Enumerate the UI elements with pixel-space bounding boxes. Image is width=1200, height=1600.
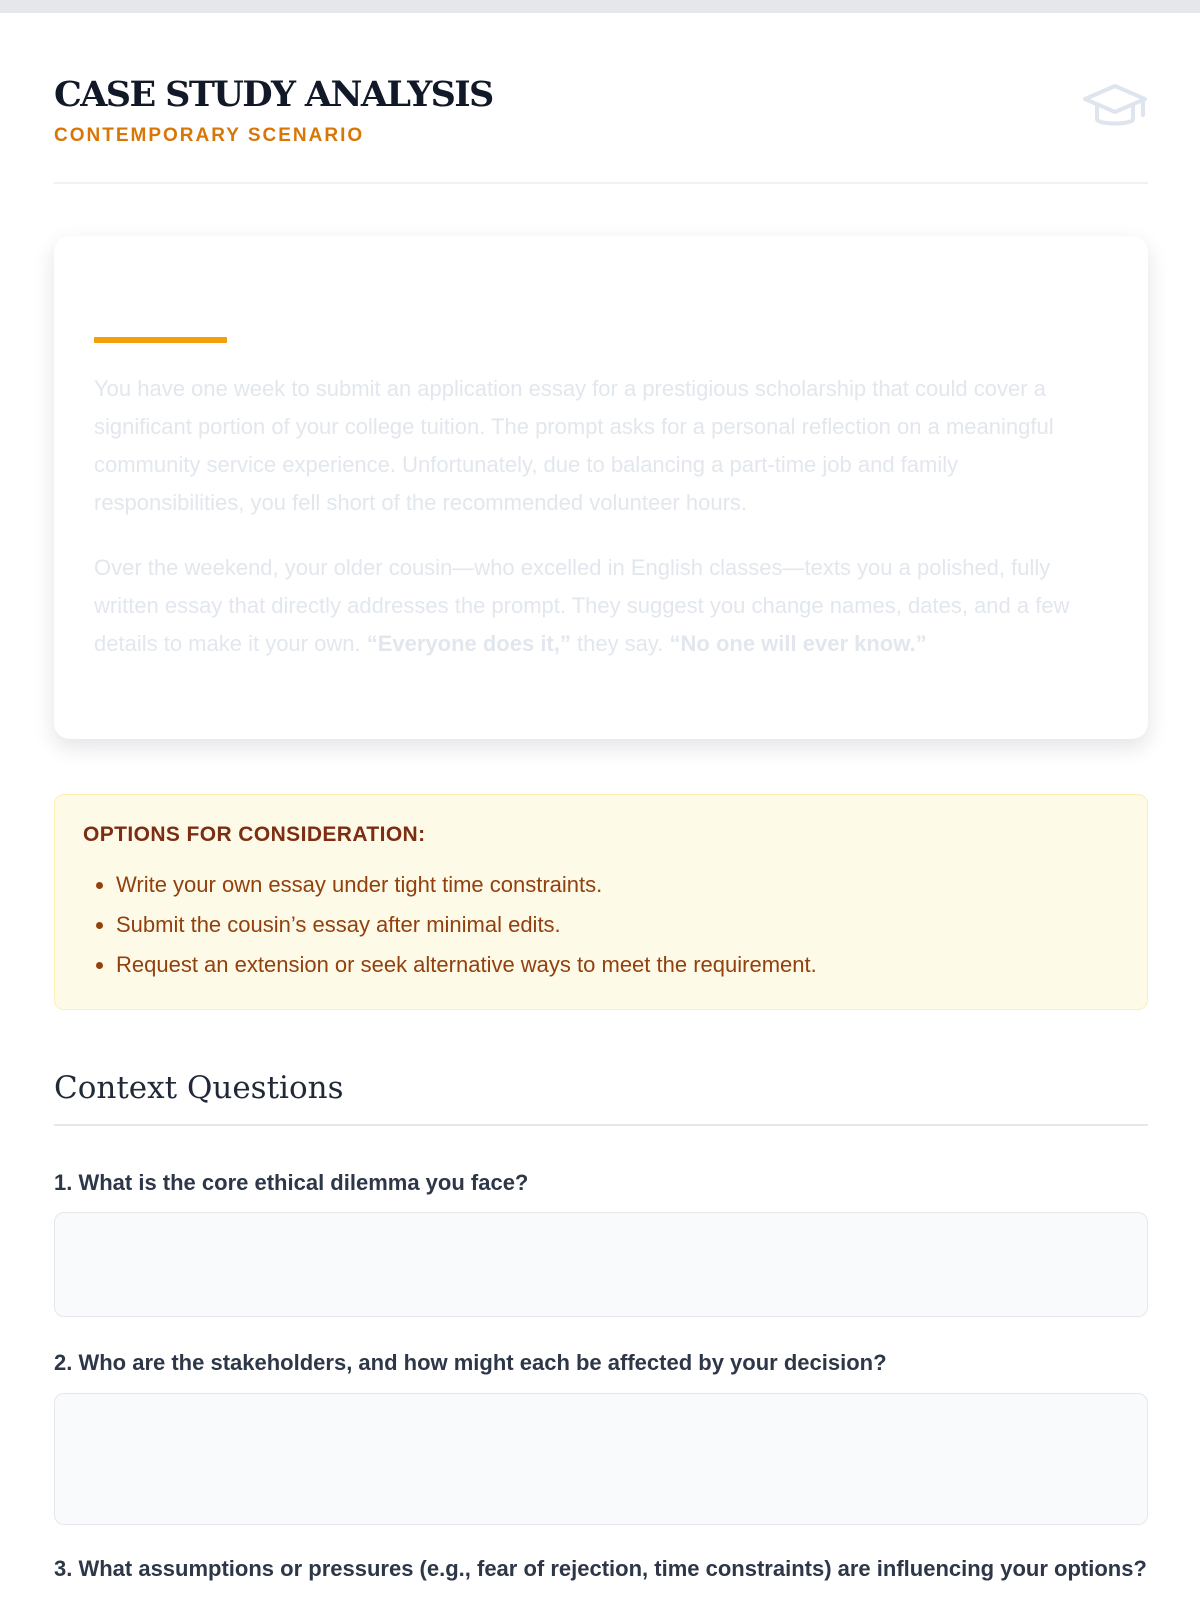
option-item: • Submit the cousin’s essay after minimal edits. — [116, 905, 817, 945]
scenario-text — [94, 370, 1104, 690]
question-label: 3. What assumptions or pressures (e.g., fear of rejection, time constraints) are influencing your options? — [54, 1556, 1147, 1581]
question-label: 2. Who are the stakeholders, and how might each be affected by your decision? — [54, 1350, 887, 1375]
options-heading: OPTIONS FOR CONSIDERATION: — [83, 823, 426, 846]
scenario-paragraph — [94, 549, 1104, 663]
cousin-quote: “No one will ever know.” — [669, 631, 927, 656]
top-bar — [0, 0, 1200, 13]
answer-field[interactable] — [54, 1393, 1148, 1525]
graduation-cap-icon — [1082, 82, 1148, 132]
options-list — [83, 865, 817, 985]
page-title: CASE STUDY ANALYSIS — [54, 74, 493, 115]
scenario-paragraph: You have one week to submit an application essay for a prestigious scholarship that could cover a significant portion of your college tuition. The prompt asks for a personal reflection on a meaningful community service experience. Unfortunately, due to balancing a part-time job and family responsibilities, you fell short of the recommended volunteer hours. — [94, 376, 1054, 515]
question-label: 1. What is the core ethical dilemma you face? — [54, 1170, 529, 1195]
page-header — [54, 72, 1148, 184]
options-box — [54, 794, 1148, 1010]
section-title: Context Questions — [54, 1064, 1148, 1126]
option-item: • Request an extension or seek alternative ways to meet the requirement. — [116, 945, 817, 985]
answer-field[interactable] — [54, 1212, 1148, 1317]
accent-line — [94, 337, 227, 343]
scenario-card — [54, 236, 1148, 739]
scenario-text-segment: Over the weekend, your older cousin—who excelled in English classes—texts you a polished, fully written essay that directly addresses the prompt. They suggest you change names, dates, and a few details to make it your own. — [94, 555, 1070, 656]
page-subtitle: CONTEMPORARY SCENARIO — [54, 125, 365, 146]
option-item: • Write your own essay under tight time constraints. — [116, 865, 817, 905]
scenario-text-segment: they say. — [570, 631, 670, 656]
cousin-quote: “Everyone does it,” — [366, 631, 571, 656]
